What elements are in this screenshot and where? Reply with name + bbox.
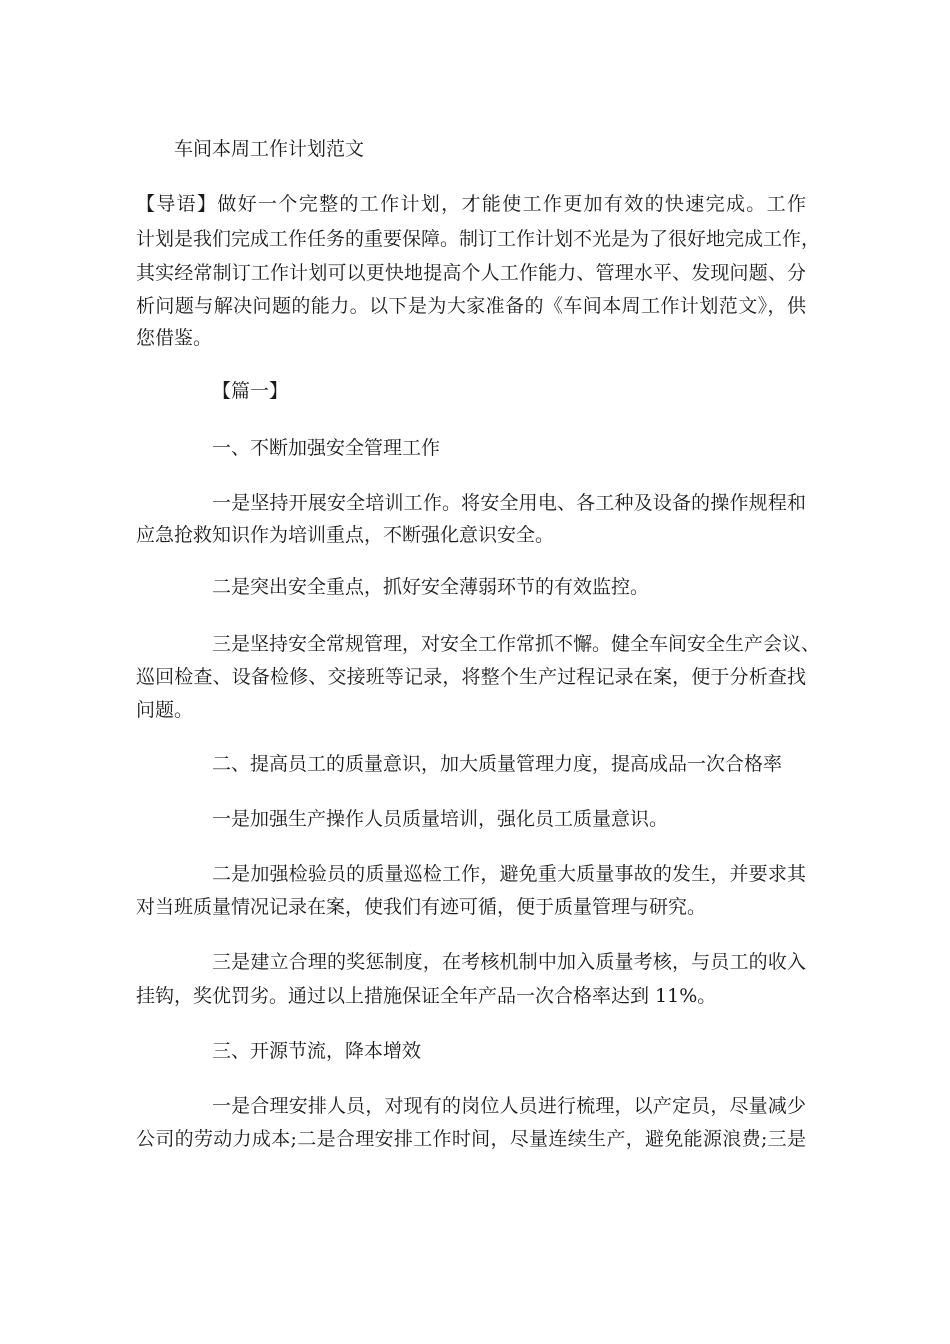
paragraph-line: 二是加强检验员的质量巡检工作，避免重大质量事故的发生，并要求其 — [212, 863, 806, 885]
paragraph-line: 三是坚持安全常规管理，对安全工作常抓不懈。健全车间安全生产会议、 — [212, 633, 821, 655]
section-heading-2: 二、提高员工的质量意识，加大质量管理力度，提高成品一次合格率 — [212, 753, 783, 775]
intro-line: 【导语】做好一个完整的工作计划，才能使工作更加有效的快速完成。工作 — [136, 193, 806, 215]
intro-line: 计划是我们完成工作任务的重要保障。制订工作计划不光是为了很好地完成工作， — [136, 228, 821, 250]
paragraph-line: 一是合理安排人员，对现有的岗位人员进行梳理，以产定员，尽量减少 — [212, 1095, 806, 1117]
paragraph-line: 问题。 — [136, 699, 194, 721]
intro-line: 其实经常制订工作计划可以更快地提高个人工作能力、管理水平、发现问题、分 — [136, 262, 806, 284]
section-2-paragraph-1: 一是加强生产操作人员质量培训，强化员工质量意识。 — [212, 808, 669, 830]
document-title: 车间本周工作计划范文 — [174, 138, 365, 160]
section-heading-3: 三、开源节流，降本增效 — [212, 1040, 422, 1062]
intro-line: 析问题与解决问题的能力。以下是为大家准备的《车间本周工作计划范文》，供 — [136, 295, 806, 317]
paragraph-line: 公司的劳动力成本;二是合理安排工作时间，尽量连续生产，避免能源浪费;三是 — [136, 1128, 806, 1150]
paragraph-line: 三是建立合理的奖惩制度，在考核机制中加入质量考核，与员工的收入 — [212, 951, 806, 973]
paragraph-line: 挂钩，奖优罚劣。通过以上措施保证全年产品一次合格率达到 11%。 — [136, 985, 717, 1007]
paragraph-line: 应急抢救知识作为培训重点，不断强化意识安全。 — [136, 524, 555, 546]
paragraph-line: 巡回检查、设备检修、交接班等记录，将整个生产过程记录在案，便于分析查找 — [136, 666, 806, 688]
section-heading-1: 一、不断加强安全管理工作 — [212, 437, 441, 459]
section-1-paragraph-2: 二是突出安全重点，抓好安全薄弱环节的有效监控。 — [212, 576, 650, 598]
part-label: 【篇一】 — [212, 380, 289, 402]
paragraph-line: 一是坚持开展安全培训工作。将安全用电、各工种及设备的操作规程和 — [212, 492, 806, 514]
paragraph-line: 对当班质量情况记录在案，使我们有迹可循，便于质量管理与研究。 — [136, 896, 707, 918]
intro-line: 您借鉴。 — [136, 327, 213, 349]
